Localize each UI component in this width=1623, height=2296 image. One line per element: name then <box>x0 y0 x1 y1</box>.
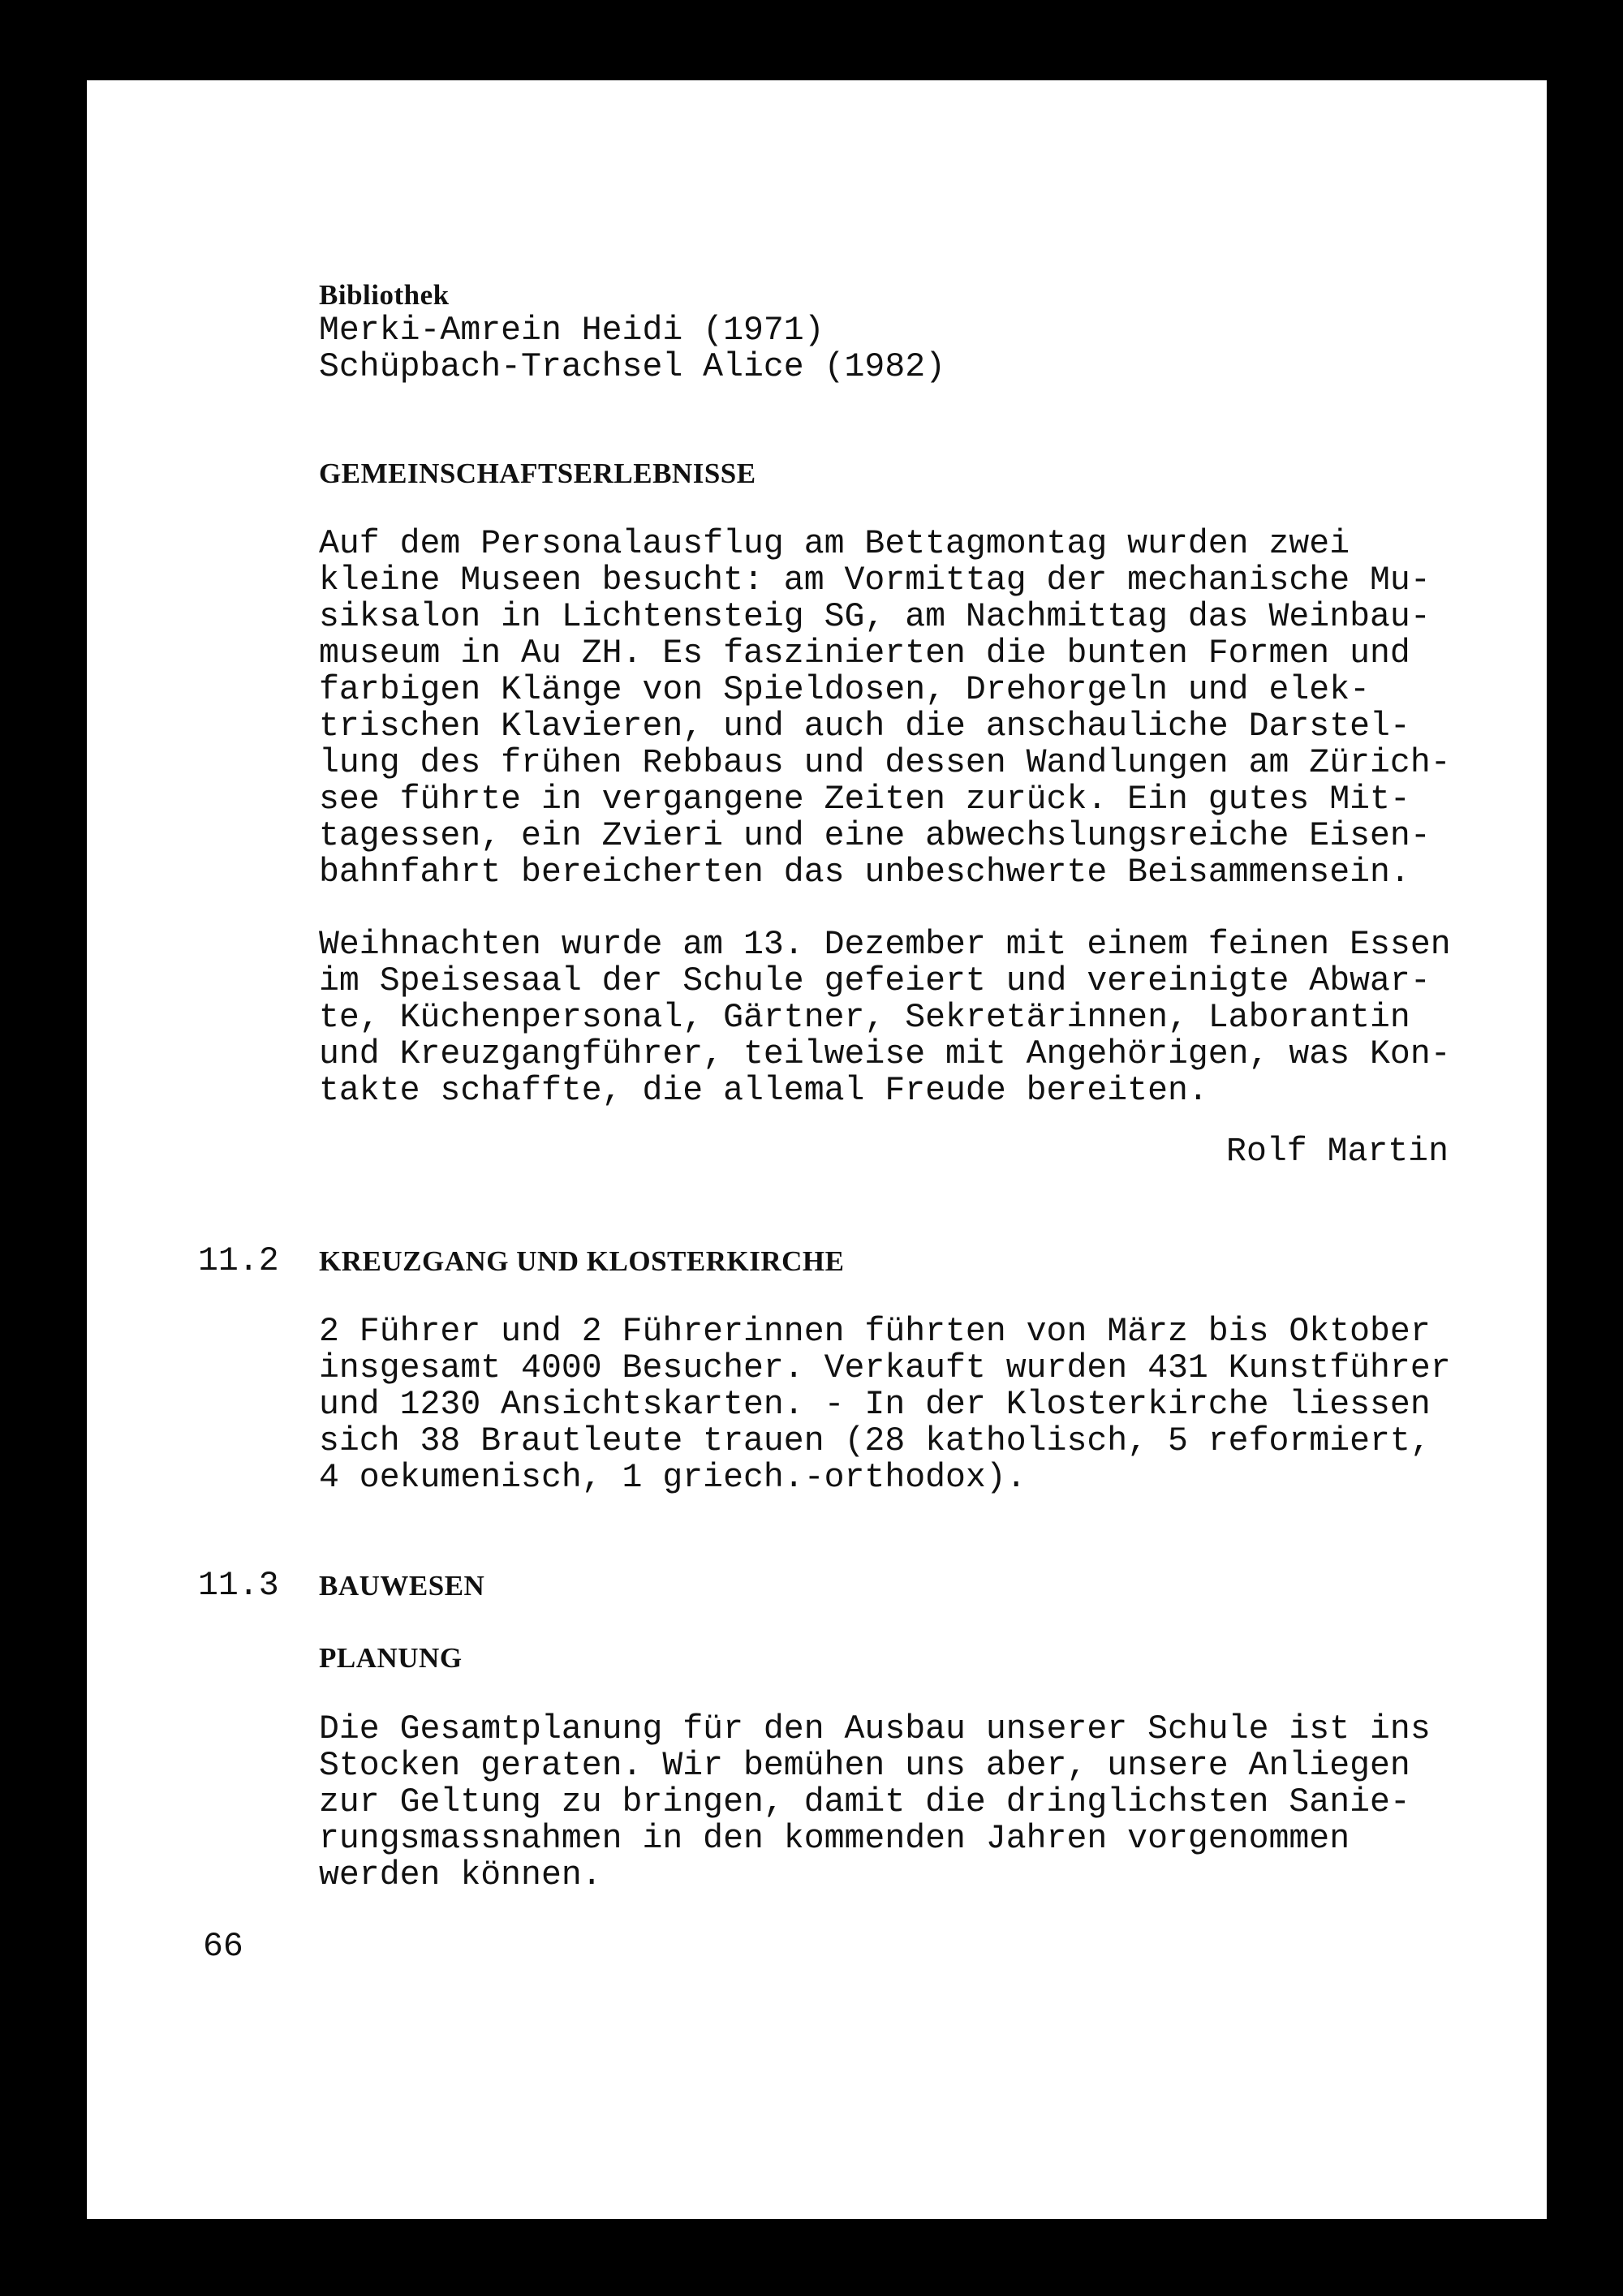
text-line: kleine Museen besucht: am Vormittag der mechanische Mu- <box>319 561 1431 600</box>
text-line: und 1230 Ansichtskarten. - In der Klosterkirche liessen <box>319 1386 1431 1424</box>
text-line: Weihnachten wurde am 13. Dezember mit einem feinen Essen <box>319 926 1451 964</box>
library-staff-list <box>319 312 945 385</box>
community-paragraph-2 <box>319 927 1451 1109</box>
text-line: im Speisesaal der Schule gefeiert und vereinigte Abwar- <box>319 962 1431 1000</box>
text-line: takte schaffte, die allemal Freude bereiten. <box>319 1072 1208 1110</box>
section-number: 11.3 <box>198 1567 279 1605</box>
text-line: werden können. <box>319 1856 602 1894</box>
library-heading: Bibliothek <box>319 279 450 311</box>
community-paragraph-1 <box>319 526 1451 891</box>
text-line: 2 Führer und 2 Führerinnen führten von März bis Oktober <box>319 1313 1431 1351</box>
section-heading: BAUWESEN <box>319 1570 485 1602</box>
library-staff-entry: Schüpbach-Trachsel Alice (1982) <box>319 348 946 386</box>
section-11-2-paragraph <box>319 1314 1451 1496</box>
text-line: farbigen Klänge von Spieldosen, Drehorgeln und elek- <box>319 671 1371 709</box>
text-line: siksalon in Lichtensteig SG, am Nachmittag das Weinbau- <box>319 598 1431 636</box>
text-line: tagessen, ein Zvieri und eine abwechslungsreiche Eisen- <box>319 817 1431 855</box>
text-line: bahnfahrt bereicherten das unbeschwerte Beisammensein. <box>319 853 1410 892</box>
section-number: 11.2 <box>198 1242 279 1280</box>
page-number: 66 <box>203 1928 243 1966</box>
text-line: Stocken geraten. Wir bemühen uns aber, unsere Anliegen <box>319 1747 1410 1785</box>
document-page <box>87 80 1547 2219</box>
subsection-heading: PLANUNG <box>319 1642 463 1674</box>
text-line: zur Geltung zu bringen, damit die dringlichsten Sanie- <box>319 1783 1410 1821</box>
signature: Rolf Martin <box>1226 1133 1449 1171</box>
section-heading: KREUZGANG UND KLOSTERKIRCHE <box>319 1245 845 1277</box>
text-line: und Kreuzgangführer, teilweise mit Angehörigen, was Kon- <box>319 1035 1451 1073</box>
text-line: te, Küchenpersonal, Gärtner, Sekretärinnen, Laborantin <box>319 999 1410 1037</box>
section-11-3-paragraph <box>319 1711 1431 1894</box>
text-line: trischen Klavieren, und auch die anschauliche Darstel- <box>319 707 1410 746</box>
text-line: lung des frühen Rebbaus und dessen Wandlungen am Zürich- <box>319 744 1451 782</box>
text-line: sich 38 Brautleute trauen (28 katholisch, 5 reformiert, <box>319 1422 1431 1460</box>
text-line: insgesamt 4000 Besucher. Verkauft wurden 431 Kunstführer <box>319 1349 1451 1387</box>
text-line: 4 oekumenisch, 1 griech.-orthodox). <box>319 1459 1027 1497</box>
text-line: rungsmassnahmen in den kommenden Jahren vorgenommen <box>319 1820 1350 1858</box>
library-staff-entry: Merki-Amrein Heidi (1971) <box>319 312 824 350</box>
community-heading: GEMEINSCHAFTSERLEBNISSE <box>319 458 756 489</box>
text-line: Auf dem Personalausflug am Bettagmontag wurden zwei <box>319 525 1350 563</box>
text-line: see führte in vergangene Zeiten zurück. Ein gutes Mit- <box>319 780 1410 819</box>
text-line: Die Gesamtplanung für den Ausbau unserer Schule ist ins <box>319 1710 1431 1748</box>
text-line: museum in Au ZH. Es faszinierten die bunten Formen und <box>319 634 1410 673</box>
